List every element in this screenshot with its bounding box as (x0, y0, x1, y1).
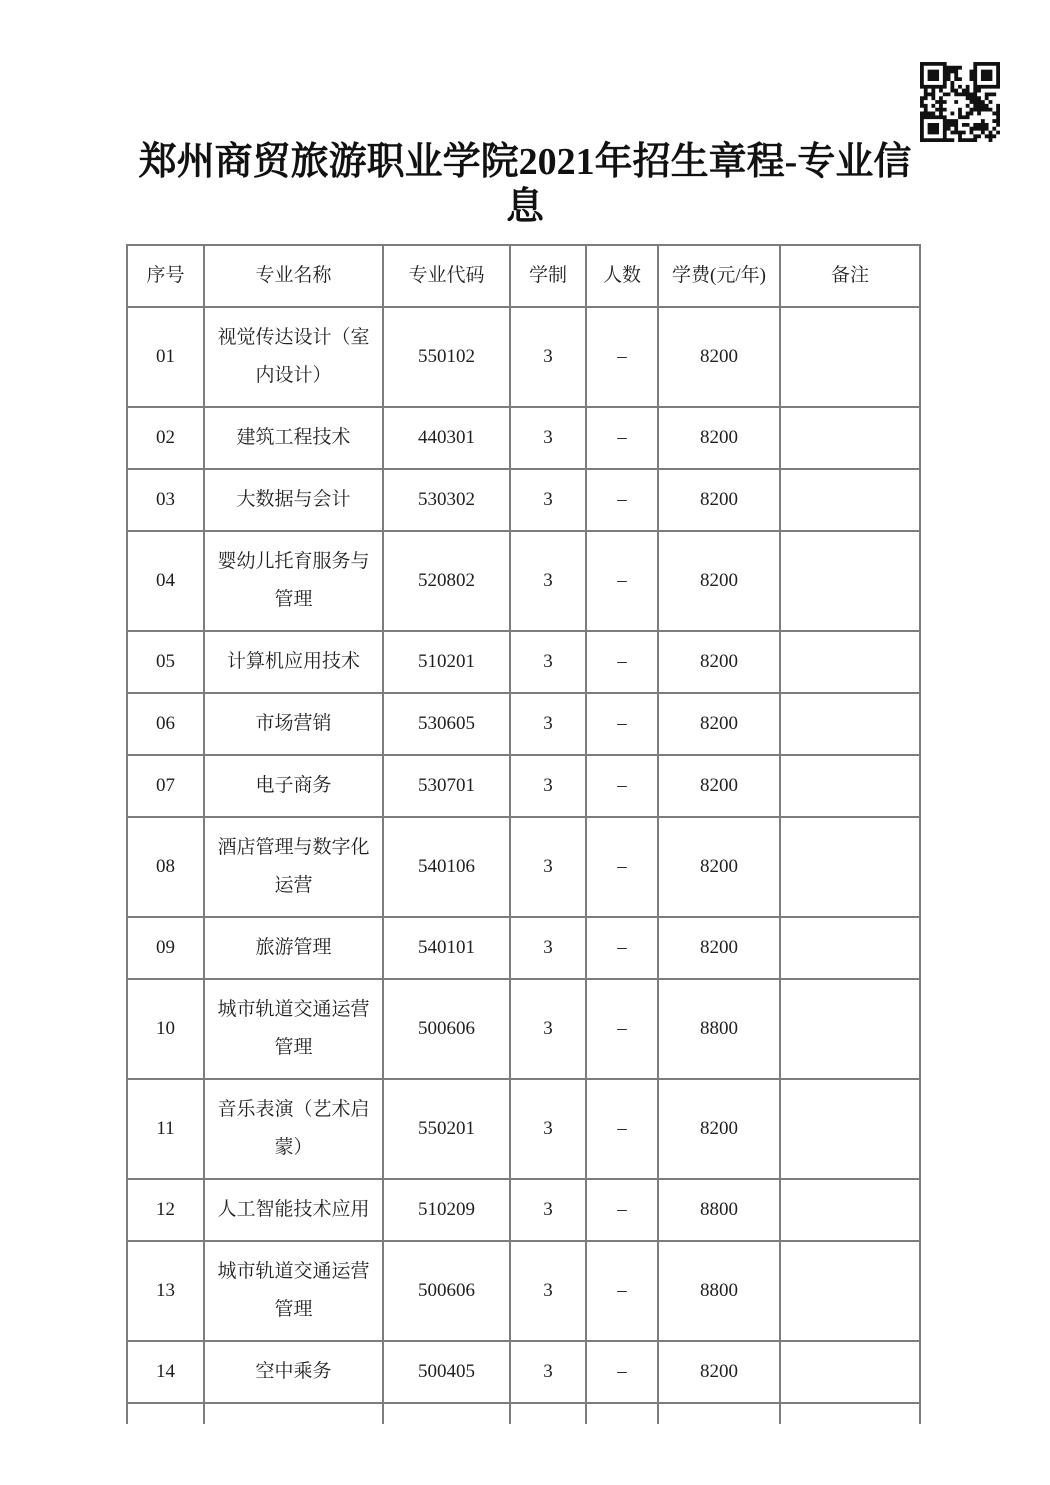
cell-tuition: 8200 (658, 917, 780, 979)
cell-major-name: 城市轨道交通运营管理 (204, 979, 383, 1079)
cell-study-length: 3 (510, 1341, 586, 1403)
cell-enrollment-count: – (586, 755, 658, 817)
table-row (127, 407, 920, 469)
cell-remarks (780, 817, 920, 917)
cell-remarks (780, 1403, 920, 1424)
cell-serial: 03 (127, 469, 204, 531)
cell-serial: 05 (127, 631, 204, 693)
cell-remarks (780, 693, 920, 755)
cell-remarks (780, 307, 920, 407)
cell-remarks (780, 531, 920, 631)
cell-serial: 06 (127, 693, 204, 755)
cell-study-length: 3 (510, 755, 586, 817)
cell-remarks (780, 755, 920, 817)
header-enrollment-count: 人数 (586, 245, 658, 307)
qr-code-icon (920, 62, 1000, 142)
cell-tuition: 8200 (658, 817, 780, 917)
cell-enrollment-count: – (586, 531, 658, 631)
cell-major-name: 大数据与会计 (204, 469, 383, 531)
cell-enrollment-count: – (586, 407, 658, 469)
cell-serial: 07 (127, 755, 204, 817)
cell-tuition: 8200 (658, 407, 780, 469)
cell-major-code: 530605 (383, 693, 510, 755)
cell-study-length: 3 (510, 1179, 586, 1241)
cell-remarks (780, 979, 920, 1079)
cell-enrollment-count: – (586, 1341, 658, 1403)
cell-serial: 01 (127, 307, 204, 407)
cell-remarks (780, 1079, 920, 1179)
cell-study-length: 3 (510, 1241, 586, 1341)
cell-remarks (780, 469, 920, 531)
page-title: 郑州商贸旅游职业学院2021年招生章程-专业信息 (138, 141, 912, 228)
cell-serial: 08 (127, 817, 204, 917)
cell-study-length: 3 (510, 307, 586, 407)
table-row (127, 1341, 920, 1403)
cell-major-code: 550201 (383, 1079, 510, 1179)
table-row (127, 1179, 920, 1241)
cell-study-length: 3 (510, 693, 586, 755)
cell-enrollment-count (586, 1403, 658, 1424)
cell-remarks (780, 1179, 920, 1241)
cell-tuition: 8800 (658, 1241, 780, 1341)
cell-study-length: 3 (510, 407, 586, 469)
cell-major-name: 酒店管理与数字化运营 (204, 817, 383, 917)
cell-study-length (510, 1403, 586, 1424)
table-row (127, 755, 920, 817)
header-serial: 序号 (127, 245, 204, 307)
table-row (127, 469, 920, 531)
table-row (127, 631, 920, 693)
cell-serial: 04 (127, 531, 204, 631)
cell-tuition: 8200 (658, 469, 780, 531)
cell-tuition: 8800 (658, 1179, 780, 1241)
cell-study-length: 3 (510, 469, 586, 531)
cell-major-code: 500405 (383, 1341, 510, 1403)
cell-remarks (780, 407, 920, 469)
table-header-row (127, 245, 920, 307)
cell-remarks (780, 1241, 920, 1341)
cell-enrollment-count: – (586, 817, 658, 917)
cell-major-code: 520802 (383, 531, 510, 631)
cell-enrollment-count: – (586, 693, 658, 755)
cell-major-name: 旅游管理 (204, 917, 383, 979)
cell-serial: 14 (127, 1341, 204, 1403)
cell-serial: 10 (127, 979, 204, 1079)
cell-enrollment-count: – (586, 469, 658, 531)
cell-major-code: 530302 (383, 469, 510, 531)
table-row (127, 307, 920, 407)
table-row (127, 1241, 920, 1341)
majors-table (126, 244, 921, 1424)
table-row (127, 917, 920, 979)
cell-study-length: 3 (510, 631, 586, 693)
cell-major-code: 540101 (383, 917, 510, 979)
cell-major-name: 城市轨道交通运营管理 (204, 1241, 383, 1341)
cell-tuition: 8200 (658, 755, 780, 817)
cell-enrollment-count: – (586, 917, 658, 979)
cell-tuition: 8200 (658, 631, 780, 693)
cell-remarks (780, 1341, 920, 1403)
cell-serial: 13 (127, 1241, 204, 1341)
table-row (127, 817, 920, 917)
cell-enrollment-count: – (586, 1079, 658, 1179)
cell-study-length: 3 (510, 917, 586, 979)
cell-tuition: 8200 (658, 693, 780, 755)
cell-major-code: 550102 (383, 307, 510, 407)
cell-remarks (780, 917, 920, 979)
cell-tuition: 8200 (658, 1341, 780, 1403)
cell-major-name: 空中乘务 (204, 1341, 383, 1403)
table-row (127, 1079, 920, 1179)
cell-major-name: 音乐表演（艺术启蒙） (204, 1079, 383, 1179)
cell-major-code: 500606 (383, 1241, 510, 1341)
cell-major-name: 建筑工程技术 (204, 407, 383, 469)
cell-major-code: 540106 (383, 817, 510, 917)
cell-tuition: 8200 (658, 307, 780, 407)
cell-major-name (204, 1403, 383, 1424)
cell-major-name: 市场营销 (204, 693, 383, 755)
table-row (127, 693, 920, 755)
cell-tuition: 8200 (658, 1079, 780, 1179)
cell-remarks (780, 631, 920, 693)
cell-major-name: 计算机应用技术 (204, 631, 383, 693)
cell-major-code: 500606 (383, 979, 510, 1079)
cell-study-length: 3 (510, 531, 586, 631)
cell-serial: 12 (127, 1179, 204, 1241)
cell-study-length: 3 (510, 979, 586, 1079)
cell-serial: 09 (127, 917, 204, 979)
table-row (127, 531, 920, 631)
cell-serial (127, 1403, 204, 1424)
cell-tuition: 8800 (658, 979, 780, 1079)
cell-enrollment-count: – (586, 307, 658, 407)
cell-tuition (658, 1403, 780, 1424)
header-remarks: 备注 (780, 245, 920, 307)
cell-major-name: 婴幼儿托育服务与管理 (204, 531, 383, 631)
cell-study-length: 3 (510, 817, 586, 917)
table-row (127, 979, 920, 1079)
cell-major-code (383, 1403, 510, 1424)
cell-enrollment-count: – (586, 631, 658, 693)
cell-major-code: 510209 (383, 1179, 510, 1241)
cell-enrollment-count: – (586, 1241, 658, 1341)
cell-major-code: 510201 (383, 631, 510, 693)
cell-enrollment-count: – (586, 1179, 658, 1241)
cell-serial: 11 (127, 1079, 204, 1179)
header-tuition: 学费(元/年) (658, 245, 780, 307)
header-major-code: 专业代码 (383, 245, 510, 307)
cell-major-code: 440301 (383, 407, 510, 469)
cell-major-name: 人工智能技术应用 (204, 1179, 383, 1241)
cell-major-name: 电子商务 (204, 755, 383, 817)
cell-tuition: 8200 (658, 531, 780, 631)
cell-serial: 02 (127, 407, 204, 469)
cell-major-code: 530701 (383, 755, 510, 817)
cell-study-length: 3 (510, 1079, 586, 1179)
header-major-name: 专业名称 (204, 245, 383, 307)
table-row-partial (127, 1403, 920, 1424)
header-study-length: 学制 (510, 245, 586, 307)
cell-major-name: 视觉传达设计（室内设计） (204, 307, 383, 407)
cell-enrollment-count: – (586, 979, 658, 1079)
table-body (127, 307, 920, 1424)
